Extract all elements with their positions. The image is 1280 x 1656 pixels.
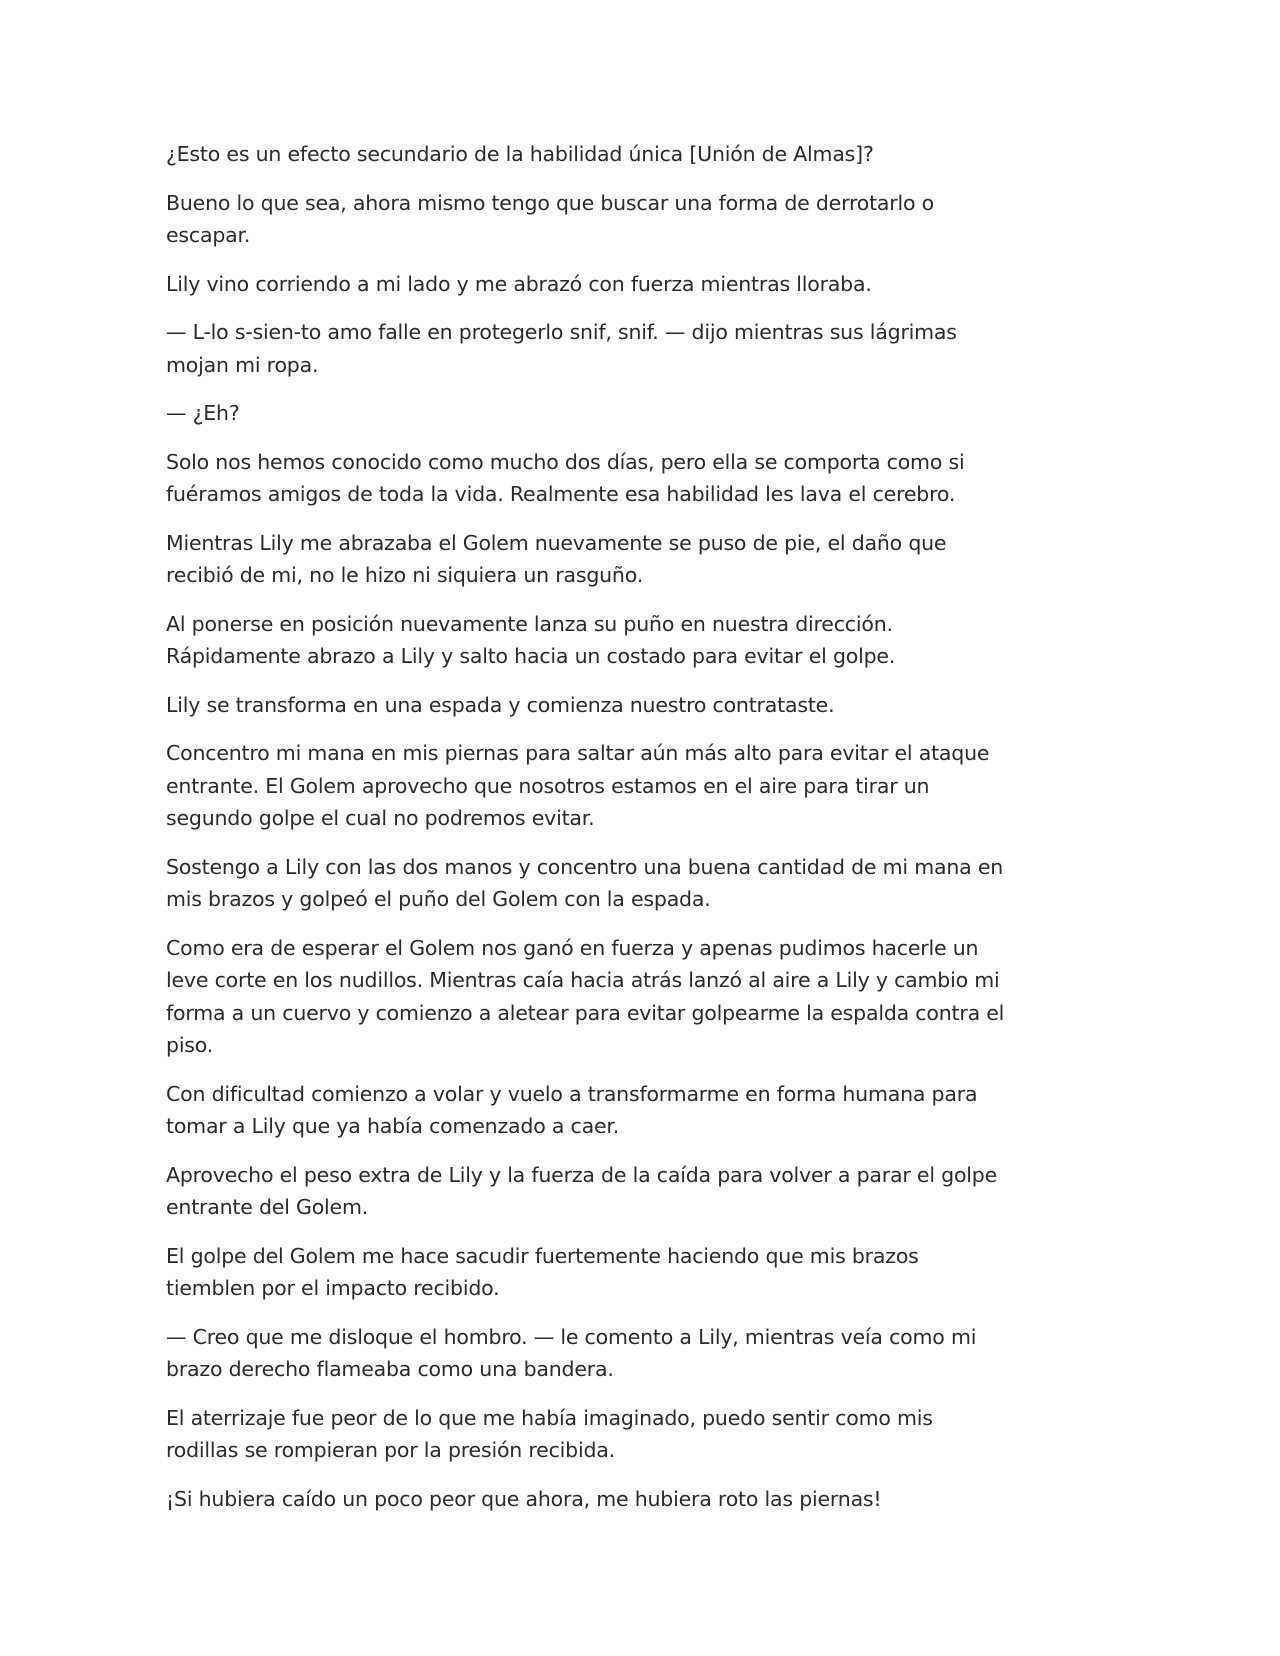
paragraph: ¿Esto es un efecto secundario de la habilidad única [Unión de Almas]? [166, 142, 874, 166]
paragraph: Solo nos hemos conocido como mucho dos días, pero ella se comporta como si fuéramos amigos de toda la vida. Realmente esa habilidad les lava el cerebro. [166, 449, 965, 506]
paragraph: El aterrizaje fue peor de lo que me había imaginado, puedo sentir como mis rodillas se rompieran por la presión recibida. [166, 1405, 933, 1462]
paragraph: Como era de esperar el Golem nos ganó en fuerza y apenas pudimos hacerle un leve corte en los nudillos. Mientras caía hacia atrás lanzó al aire a Lily y cambio mi forma a un cuervo y comienzo a aletear para evitar golpearme la espalda contra el piso. [166, 935, 1005, 1057]
paragraph: Con dificultad comienzo a volar y vuelo a transformarme en forma humana para tomar a Lily que ya había comenzado a caer. [166, 1081, 978, 1138]
paragraph: Al ponerse en posición nuevamente lanza su puño en nuestra dirección. Rápidamente abrazo a Lily y salto hacia un costado para evitar el golpe. [166, 611, 896, 668]
paragraph: — ¿Eh? [166, 401, 240, 425]
paragraph: Bueno lo que sea, ahora mismo tengo que buscar una forma de derrotarlo o escapar. [166, 190, 935, 247]
paragraph: Aprovecho el peso extra de Lily y la fuerza de la caída para volver a parar el golpe entrante del Golem. [166, 1162, 998, 1219]
paragraph: El golpe del Golem me hace sacudir fuertemente haciendo que mis brazos tiemblen por el impacto recibido. [166, 1243, 919, 1300]
paragraph: — L-lo s-sien-to amo falle en protegerlo snif, snif. — dijo mientras sus lágrimas mojan mi ropa. [166, 320, 957, 377]
document-body [166, 138, 1006, 1531]
paragraph: Mientras Lily me abrazaba el Golem nuevamente se puso de pie, el daño que recibió de mi, no le hizo ni siquiera un rasguño. [166, 530, 947, 587]
paragraph: ¡Si hubiera caído un poco peor que ahora, me hubiera roto las piernas! [166, 1486, 882, 1511]
paragraph: — Creo que me disloque el hombro. — le comento a Lily, mientras veía como mi brazo derecho flameaba como una bandera. [166, 1324, 977, 1381]
paragraph: Lily se transforma en una espada y comienza nuestro contrataste. [166, 692, 835, 717]
paragraph: Concentro mi mana en mis piernas para saltar aún más alto para evitar el ataque entrante. El Golem aprovecho que nosotros estamos en el aire para tirar un segundo golpe el cual no podremos evitar. [166, 741, 990, 830]
paragraph: Lily vino corriendo a mi lado y me abrazó con fuerza mientras lloraba. [166, 271, 872, 296]
paragraph: Sostengo a Lily con las dos manos y concentro una buena cantidad de mi mana en mis brazos y golpeó el puño del Golem con la espada. [166, 854, 1004, 911]
